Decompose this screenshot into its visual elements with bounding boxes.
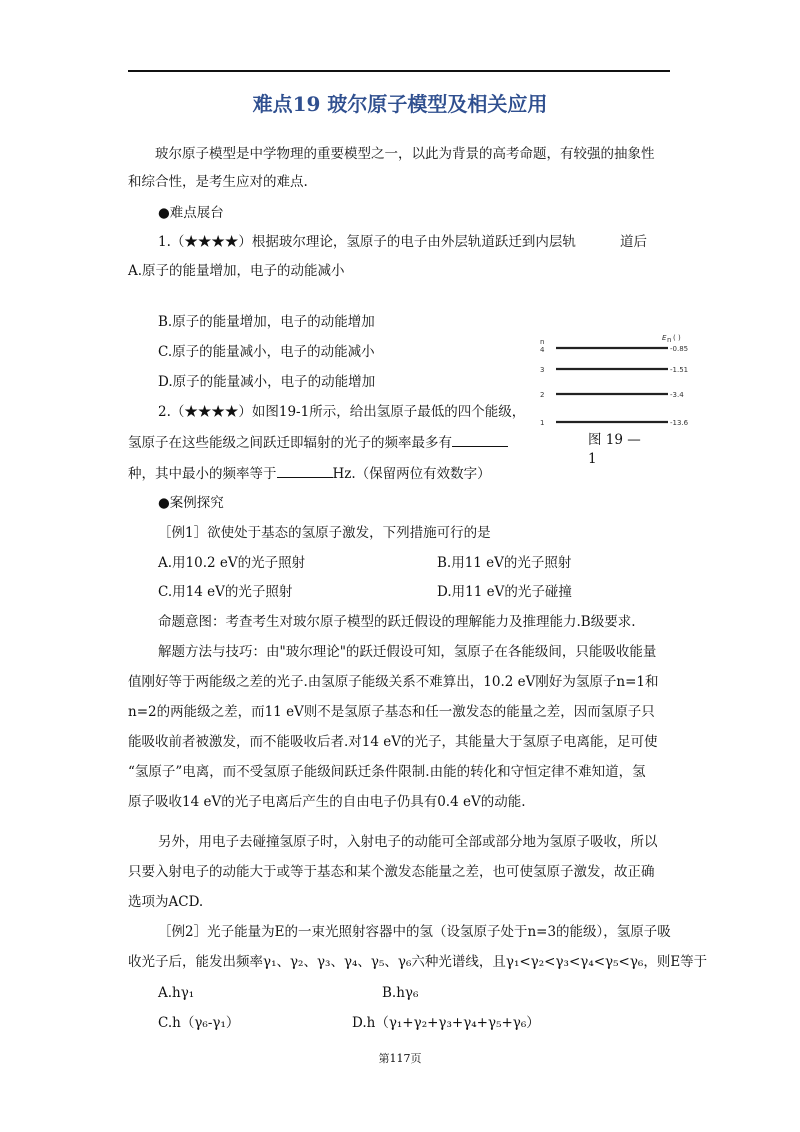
level-n-4: 4 (540, 346, 545, 354)
q1-stem-a: 1.（★★★★）根据玻尔理论，氢原子的电子由外层轨道跃迁到内层轨 (158, 234, 576, 250)
section-heading-cases: ●案例探究 (158, 495, 224, 511)
q2-line-3 (128, 463, 491, 484)
q2-blank-count (452, 432, 508, 447)
ex1-method-line-2: 值刚好等于两能级之差的光子.由氢原子能级关系不难算出，10.2 eV刚好为氢原子n=1和 (128, 674, 659, 690)
ex1-intent: 命题意图：考查考生对玻尔原子模型的跃迁假设的理解能力及推理能力.B级要求. (158, 614, 636, 630)
figure-caption-2: 1 (588, 451, 597, 467)
q2-line-3b-text: Hz.（保留两位有效数字） (332, 466, 491, 482)
page-number: 第117页 (378, 1052, 422, 1065)
ex1-method-line-1: 解题方法与技巧：由"玻尔理论"的跃迁假设可知，氢原子在各能级间，只能吸收能量 (158, 644, 657, 660)
ex1-method-line-5: “氢原子”电离，而不受氢原子能级间跃迁条件限制.由能的转化和守恒定律不难知道，氢 (128, 764, 646, 780)
level-e-2: -3.4 (670, 391, 684, 399)
ex1-extra-line-2: 只要入射电子的动能大于或等于基态和某个激发态能量之差，也可使氢原子激发，故正确 (128, 864, 655, 880)
figure-n-label: n (540, 338, 545, 346)
ex1-method-line-4: 能吸收前者被激发，而不能吸收后者.对14 eV的光子，其能量大于氢原子电离能，足可使 (128, 734, 658, 750)
level-e-3: -1.51 (670, 366, 689, 374)
figure-e-label: E (662, 334, 667, 342)
figure-e-sub: n (667, 336, 672, 344)
figure-e-unit: ( ) (673, 334, 681, 342)
ex2-option-a: A.hγ₁ (158, 985, 195, 1001)
intro-line-2: 和综合性，是考生应对的难点. (128, 174, 308, 190)
ex1-method-line-3: n=2的两能级之差，而11 eV则不是氢原子基态和任一激发态的能量之差，因而氢原子只 (128, 704, 655, 720)
header-rule (128, 70, 670, 72)
ex2-option-c: C.h（γ₆-γ₁） (158, 1015, 240, 1031)
q1-option-b: B.原子的能量增加，电子的动能增加 (158, 314, 375, 330)
ex1-method-line-6: 原子吸收14 eV的光子电离后产生的自由电子仍具有0.4 eV的动能. (128, 794, 526, 810)
q1-option-a: A.原子的能量增加，电子的动能减小 (128, 263, 345, 279)
level-n-1: 1 (540, 419, 545, 427)
level-e-1: -13.6 (670, 419, 689, 427)
ex1-option-b: B.用11 eV的光子照射 (437, 555, 572, 571)
q1-stem-b: 道后 (620, 234, 647, 250)
q2-line-2 (128, 432, 508, 453)
page-title: 难点19 玻尔原子模型及相关应用 (252, 92, 548, 116)
level-e-4: -0.85 (670, 345, 689, 353)
q2-blank-frequency (277, 463, 333, 478)
q2-line-3a-text: 种，其中最小的频率等于 (128, 466, 277, 482)
ex1-option-a: A.用10.2 eV的光子照射 (158, 555, 306, 571)
q2-line-2-text: 氢原子在这些能级之间跃迁即辐射的光子的频率最多有 (128, 435, 452, 451)
q2-line-1: 2.（★★★★）如图19-1所示，给出氢原子最低的四个能级， (158, 404, 526, 420)
ex1-option-d: D.用11 eV的光子碰撞 (437, 584, 572, 600)
ex2-option-d: D.h（γ₁+γ₂+γ₃+γ₄+γ₅+γ₆） (352, 1015, 540, 1031)
ex1-extra-line-3: 选项为ACD. (128, 894, 204, 910)
section-heading-showcase: ●难点展台 (158, 205, 224, 221)
ex1-extra-line-1: 另外，用电子去碰撞氢原子时，入射电子的动能可全部或部分地为氢原子吸收，所以 (158, 834, 658, 850)
ex1-option-c: C.用14 eV的光子照射 (158, 584, 293, 600)
level-n-2: 2 (540, 391, 545, 399)
q1-option-c: C.原子的能量减小，电子的动能减小 (158, 344, 375, 360)
ex2-line-1: ［例2］光子能量为E的一束光照射容器中的氢（设氢原子处于n=3的能级），氢原子吸 (158, 924, 671, 940)
ex2-line-2: 收光子后，能发出频率γ₁、γ₂、γ₃、γ₄、γ₅、γ₆六种光谱线，且γ₁<γ₂<γ₃<γ₄<γ₅<γ₆，则E等于 (128, 954, 708, 970)
q1-option-d: D.原子的能量减小，电子的动能增加 (158, 374, 376, 390)
ex1-stem: ［例1］欲使处于基态的氢原子激发，下列措施可行的是 (158, 525, 491, 541)
ex2-option-b: B.hγ₆ (382, 985, 419, 1001)
energy-level-figure (530, 326, 710, 438)
figure-caption-1: 图 19 — (588, 432, 641, 448)
level-n-3: 3 (540, 366, 545, 374)
intro-line-1: 玻尔原子模型是中学物理的重要模型之一，以此为背景的高考命题，有较强的抽象性 (155, 146, 655, 162)
